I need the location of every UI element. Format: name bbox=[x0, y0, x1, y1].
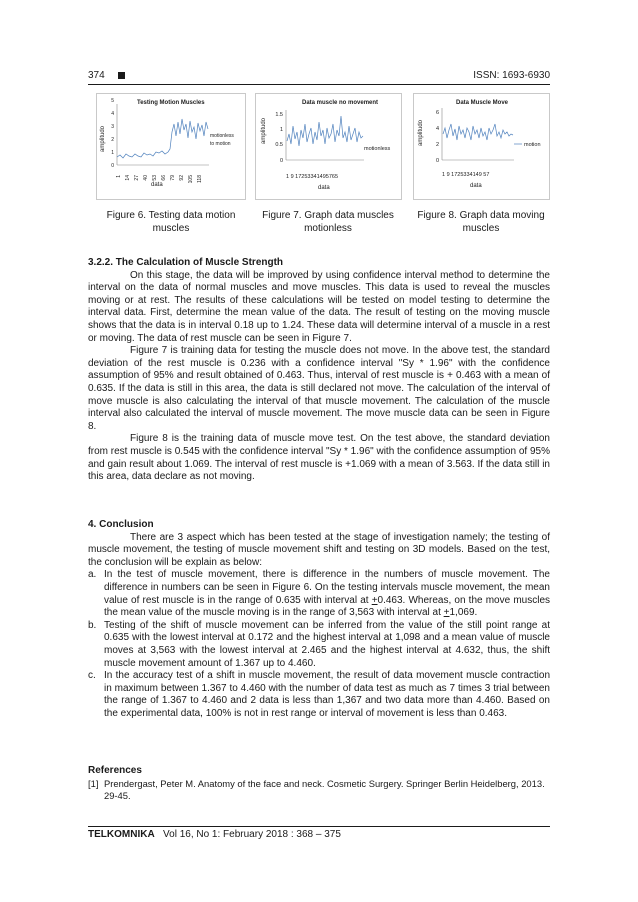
x-tick: 14 bbox=[125, 175, 131, 181]
footer-rule bbox=[88, 826, 550, 827]
x-tick: 118 bbox=[197, 175, 203, 183]
section-3-2-2 bbox=[88, 257, 550, 484]
legend-entry: to motion bbox=[210, 141, 231, 147]
paragraph: Figure 8 is the training data of muscle move test. On the test above, the standard deviation from rest muscle is 0.545 with the confidence interval "Sy * 1.96" with the confidence assumption of 95% and gain result about 1.069. The interval of rest muscle is +1.069 with a mean of 3.563. If the data still in this area, data declare as not moving. bbox=[88, 433, 550, 483]
y-tick: 1 bbox=[111, 150, 114, 156]
x-tick: 66 bbox=[161, 175, 167, 181]
figure-8 bbox=[413, 93, 550, 200]
paragraph: On this stage, the data will be improved by using confidence interval method to determine the interval on the data of normal muscles and move muscles. This data is used to reveal the muscles moving or at rest. The results of these calculations will be tested on model testing to determine the interval data. First, determine the mean value of the data. The result of testing on the moving muscle shows that the data is in interval 0.18 up to 1.24. These data will determine interval of a muscle in a rest or moving. The data of rest muscle can be seen in Figure 7. bbox=[88, 269, 550, 344]
list-text: Testing of the shift of muscle movement can be inferred from the value of the still point range at 0.635 with the lowest interval at 0.172 and the highest interval at 1,098 and a mean value of muscle moves at 3,563 with the lowest interval at 2.465 and the highest interval at 4.632, thus, the shift muscle movement amount of 1.367 up to 4.460. bbox=[104, 619, 550, 669]
data-series bbox=[443, 124, 513, 140]
figure-6 bbox=[96, 93, 246, 200]
list-text: 1,069. bbox=[449, 607, 478, 619]
y-tick: 4 bbox=[111, 111, 114, 117]
list-text: In the test of muscle movement, there is difference in the numbers of muscle movement. The difference in numbers can be seen in Figure 6. On the testing intervals muscle movement, the mean value of rest muscle is in the range of 0.635 with interval at bbox=[104, 569, 550, 606]
reference-item bbox=[88, 778, 550, 802]
y-axis-label: amplitudo bbox=[261, 117, 267, 144]
y-tick: 1 bbox=[279, 127, 283, 133]
figure-8-chart bbox=[414, 94, 549, 199]
y-tick: 2 bbox=[111, 137, 114, 143]
journal-citation: Vol 16, No 1: February 2018 : 368 – 375 bbox=[163, 829, 341, 840]
x-axis-label: data bbox=[318, 185, 330, 191]
figure-6-caption: Figure 6. Testing data motion muscles bbox=[106, 210, 236, 234]
y-tick: 0 bbox=[279, 158, 283, 164]
list-marker: c. bbox=[88, 670, 96, 682]
figure-8-caption: Figure 8. Graph data moving muscles bbox=[417, 210, 545, 234]
issn-label: ISSN: 1693-6930 bbox=[473, 70, 550, 81]
y-tick: 3 bbox=[111, 124, 114, 130]
page-number: 374 bbox=[88, 70, 105, 81]
y-axis-label: amplitudo bbox=[418, 119, 424, 146]
paragraph: Figure 7 is training data for testing the muscle does not move. In the above test, the standard deviation of the rest muscle is 0.236 with a confidence interval "Sy * 1.96" with the confidence assumption of 95% and result obtained of 0.463. Thus, interval of rest muscle is + 0.463 with a mean of 0.635. If the data is still in this area, the data is still declared not move. The calculation of the interval of move muscle is also calculating the interval of that muscle movement. The calculation of the muscle interval also calculated the interval of muscle movement. The move muscle data can be seen in Figure 8. bbox=[88, 345, 550, 432]
chart-title: Testing Motion Muscles bbox=[137, 100, 205, 106]
x-axis-label: data bbox=[151, 182, 163, 188]
legend-entry: motionless bbox=[210, 133, 234, 139]
x-axis-label: data bbox=[470, 183, 482, 189]
figure-7 bbox=[255, 93, 402, 200]
chart-title: Data Muscle Move bbox=[456, 100, 509, 106]
x-tick: 53 bbox=[152, 175, 158, 181]
section-references bbox=[88, 765, 550, 802]
data-series bbox=[287, 116, 363, 146]
x-ticks: 1 9 1725334149 57 bbox=[442, 172, 490, 178]
list-marker: b. bbox=[88, 619, 97, 631]
paragraph: There are 3 aspect which has been tested at the stage of investigation namely; the testing of muscle movement, the testing of muscle movement shift and testing on 3D models. Based on the test, the conclusion will be explain as below: bbox=[88, 531, 550, 568]
chart-title: Data muscle no movement bbox=[302, 100, 379, 106]
plus-minus-sign: + bbox=[371, 594, 378, 606]
figure-6-chart bbox=[97, 94, 245, 199]
plus-minus-sign: + bbox=[443, 607, 450, 619]
list-item bbox=[88, 569, 550, 619]
y-tick: 0.5 bbox=[275, 142, 283, 148]
reference-text: Prendergast, Peter M. Anatomy of the face and neck. Cosmetic Surgery. Springer Berlin Heidelberg, 2013. 29-45. bbox=[104, 777, 545, 801]
y-tick: 1.5 bbox=[275, 112, 283, 118]
y-tick: 2 bbox=[435, 142, 439, 148]
section-heading: References bbox=[88, 765, 142, 776]
list-text: 0.463. Whereas, on the move muscles the mean value of the muscle moving is in the range of 3,563 with interval at bbox=[104, 594, 551, 619]
y-tick: 6 bbox=[435, 110, 439, 116]
y-axis-label: amplitudo bbox=[100, 125, 106, 152]
x-tick: 40 bbox=[143, 175, 149, 181]
x-tick: 1 bbox=[116, 175, 122, 178]
section-heading: 3.2.2. The Calculation of Muscle Strength bbox=[88, 257, 284, 268]
list-text: In the accuracy test of a shift in muscle movement, the result of data movement muscle contraction in maximum between 1.367 to 4.460 with the number of data test as much as 7 times 3 trial between the range of 1.367 to 4.460 and 2 data is less than 1,367 and two data more than 4.460. Based on the experimental data, 100% is not in rest range or interval of movement is less than 0.463. bbox=[104, 670, 550, 719]
list-item bbox=[88, 670, 550, 720]
journal-name: TELKOMNIKA bbox=[88, 829, 155, 840]
section-conclusion bbox=[88, 519, 550, 721]
list-item bbox=[88, 620, 550, 670]
x-tick: 92 bbox=[179, 175, 185, 181]
legend-entry: motionless bbox=[364, 146, 391, 152]
header-rule bbox=[88, 84, 550, 85]
data-series bbox=[117, 119, 208, 158]
x-tick: 27 bbox=[134, 175, 140, 181]
x-tick: 79 bbox=[170, 175, 176, 181]
y-tick: 0 bbox=[111, 163, 114, 169]
x-ticks: 1 9 17253341495765 bbox=[286, 174, 338, 180]
section-heading: 4. Conclusion bbox=[88, 519, 154, 530]
y-tick: 5 bbox=[111, 98, 114, 104]
reference-marker: [1] bbox=[88, 777, 99, 789]
figure-7-caption: Figure 7. Graph data muscles motionless bbox=[262, 210, 394, 234]
y-tick: 4 bbox=[435, 126, 439, 132]
y-tick: 0 bbox=[435, 158, 439, 164]
legend-entry: motion bbox=[524, 142, 541, 148]
figure-7-chart bbox=[256, 94, 401, 199]
running-footer bbox=[88, 829, 341, 840]
list-marker: a. bbox=[88, 569, 97, 581]
x-tick: 105 bbox=[188, 175, 194, 184]
square-bullet-icon bbox=[118, 72, 125, 79]
